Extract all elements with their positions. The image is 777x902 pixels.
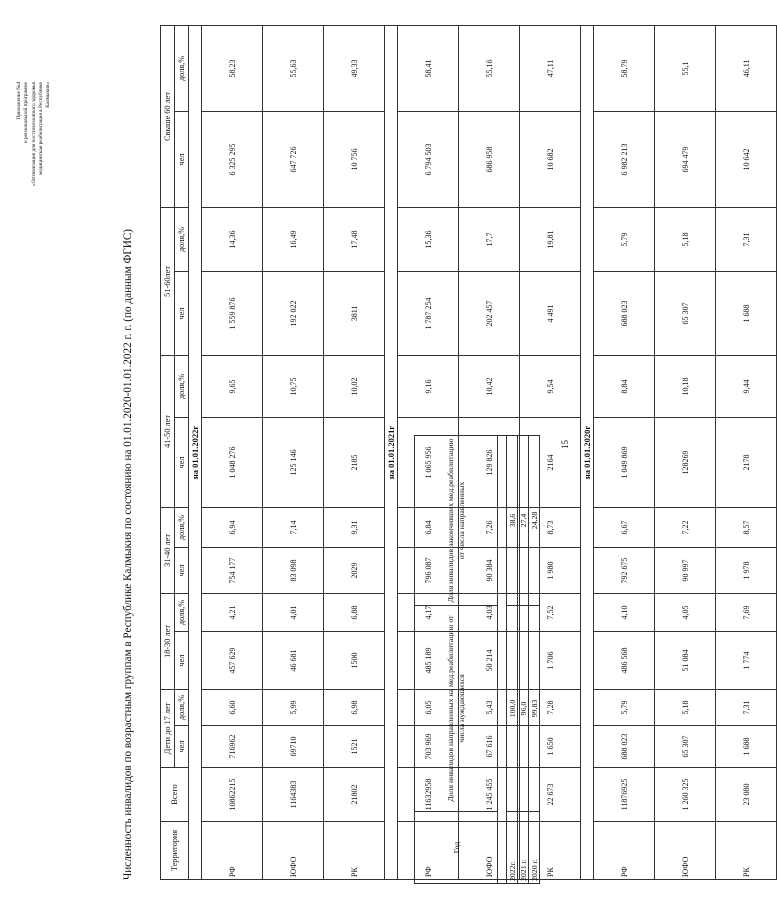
territory-cell: ЮФО [459,822,520,880]
share-year: 2020 г. [529,812,540,884]
header-group-41-50: 41-50 лет [161,355,175,507]
year-label: на 01.01.2020г [581,25,594,879]
share-row [529,436,540,884]
count-cell: 1 049 869 [594,417,655,507]
share-header-sent: Доля инвалидов направленных на мед.реабилитацию от числа нуждающихся [415,606,498,812]
appendix-line: к региональной программе [23,82,30,143]
share-header-year: Год [415,812,498,884]
header-dolya: доля,% [175,207,189,271]
count-cell: 67 616 [459,726,520,768]
share-cell: 7,26 [459,507,520,547]
count-cell: 90 384 [459,547,520,593]
territory-cell: РФ [202,822,263,880]
share-cell: 7,14 [263,507,324,547]
share-cell: 4,21 [202,593,263,631]
header-dolya: доля,% [175,689,189,725]
count-cell: 65 307 [655,726,716,768]
count-cell: 10 682 [520,111,581,207]
count-cell: 486 568 [594,631,655,689]
count-cell: 1 706 [520,631,581,689]
share-cell: 4,03 [459,593,520,631]
share-cell: 10,02 [324,355,385,417]
share-cell: 6,94 [202,507,263,547]
share-cell: 15,36 [398,207,459,271]
total-cell: 11632958 [398,768,459,822]
table-row [594,25,655,879]
share-row [518,436,529,884]
header-total: Всего [161,768,189,822]
appendix-line: Калмыкия» [45,82,52,108]
territory-cell: РФ [594,822,655,880]
share-cell: 6,60 [202,689,263,725]
count-cell: 703 969 [398,726,459,768]
count-cell: 65 307 [655,271,716,355]
territory-cell: ЮФО [655,822,716,880]
count-cell: 6 325 295 [202,111,263,207]
share-cell: 46,11 [716,25,777,111]
share-cell: 5,43 [459,689,520,725]
total-cell: 23 080 [716,768,777,822]
share-cell: 4,10 [594,593,655,631]
year-label-row [189,25,202,879]
count-cell: 3811 [324,271,385,355]
rehabilitation-share-table [414,435,540,884]
page-number: 15 [560,440,570,449]
count-cell: 1 048 276 [202,417,263,507]
header-territory: Территория [161,822,189,880]
share-cell: 4,05 [655,593,716,631]
share-cell: 6,05 [398,689,459,725]
count-cell: 6 982 213 [594,111,655,207]
count-cell: 125 146 [263,417,324,507]
page-title: Численность инвалидов по возрастным группам в Республике Калмыкия по состоянию на 01.01.2020-01.01.2022 г. г. (по данным ФГИС) [122,228,134,880]
share-cell: 6,84 [398,507,459,547]
appendix-note [16,82,52,262]
share-cell: 58,41 [398,25,459,111]
year-label-row [581,25,594,879]
share-cell: 5,99 [263,689,324,725]
share-cell: 9,44 [716,355,777,417]
count-cell: 1 688 [716,726,777,768]
header-chel: чел [175,726,189,768]
territory-cell: РФ [398,822,459,880]
appendix-line: «Оптимизация для постпенсионного здоровья [30,82,37,187]
table-row [655,25,716,879]
share-completed: 38,6 [507,436,518,606]
territory-cell: РК [520,822,581,880]
count-cell: 2185 [324,417,385,507]
count-cell: 792 675 [594,547,655,593]
share-cell: 19,81 [520,207,581,271]
table-row [263,25,324,879]
share-cell: 7,22 [655,507,716,547]
share-spacer-row [498,436,507,884]
count-cell: 192 022 [263,271,324,355]
share-cell: 7,69 [716,593,777,631]
share-cell: 4,17 [398,593,459,631]
share-cell: 10,42 [459,355,520,417]
header-group-60-plus: Свыше 60 лет [161,25,175,207]
count-cell: 716962 [202,726,263,768]
share-cell: 6,98 [324,689,385,725]
share-cell: 17,7 [459,207,520,271]
territory-cell: РК [716,822,777,880]
appendix-line: Приложение №4 [16,82,22,120]
share-cell: 5,79 [594,207,655,271]
share-sent: 99,83 [529,606,540,812]
share-completed: 27,4 [518,436,529,606]
share-cell: 7,31 [716,689,777,725]
header-chel: чел [175,547,189,593]
year-label: на 01.01.2021г [385,25,398,879]
header-chel: чел [175,111,189,207]
share-header-completed: Доля инвалидов закончивших мед.реабилитацию от числа направленных [415,436,498,606]
share-cell: 55,16 [459,25,520,111]
share-cell: 16,49 [263,207,324,271]
count-cell: 1 650 [520,726,581,768]
share-sent: 96,0 [518,606,529,812]
share-cell: 7,31 [716,207,777,271]
share-row [507,436,518,884]
share-cell: 6,88 [324,593,385,631]
header-chel: чел [175,631,189,689]
header-group-51-60: 51-60лет [161,207,175,355]
header-group-31-40: 31-40 лет [161,507,175,593]
share-cell: 7,28 [520,689,581,725]
count-cell: 2164 [520,417,581,507]
count-cell: 1 980 [520,547,581,593]
total-cell: 21802 [324,768,385,822]
share-cell: 4,01 [263,593,324,631]
share-cell: 9,31 [324,507,385,547]
share-cell: 9,16 [398,355,459,417]
share-cell: 8,73 [520,507,581,547]
count-cell: 10 756 [324,111,385,207]
total-cell: 22 673 [520,768,581,822]
count-cell: 688 023 [594,271,655,355]
year-label: на 01.01.2022г [189,25,202,879]
share-cell: 10,18 [655,355,716,417]
header-dolya: доля,% [175,25,189,111]
count-cell: 128269 [655,417,716,507]
share-sent: 100,0 [507,606,518,812]
share-cell: 6,67 [594,507,655,547]
share-cell: 5,18 [655,689,716,725]
total-cell: 11876925 [594,768,655,822]
share-cell: 49,33 [324,25,385,111]
count-cell: 4 491 [520,271,581,355]
count-cell: 1500 [324,631,385,689]
header-group-18-30: 18-30 лет [161,593,175,689]
share-cell: 5,18 [655,207,716,271]
count-cell: 1 688 [716,271,777,355]
header-dolya: доля,% [175,507,189,547]
share-cell: 7,52 [520,593,581,631]
count-cell: 1 065 956 [398,417,459,507]
share-year: 2021 г. [518,812,529,884]
share-cell: 5,79 [594,689,655,725]
count-cell: 46 681 [263,631,324,689]
count-cell: 647 726 [263,111,324,207]
table-row [202,25,263,879]
count-cell: 10 642 [716,111,777,207]
count-cell: 796 087 [398,547,459,593]
header-dolya: доля,% [175,593,189,631]
territory-cell: РК [324,822,385,880]
count-cell: 50 214 [459,631,520,689]
table-row [324,25,385,879]
count-cell: 457 629 [202,631,263,689]
count-cell: 2029 [324,547,385,593]
count-cell: 1 559 876 [202,271,263,355]
count-cell: 1521 [324,726,385,768]
share-cell: 10,75 [263,355,324,417]
total-cell: 1 245 455 [459,768,520,822]
year-label-row [385,25,398,879]
total-cell: 1 260 325 [655,768,716,822]
table-row [716,25,777,879]
count-cell: 202 457 [459,271,520,355]
count-cell: 694 479 [655,111,716,207]
share-cell: 14,36 [202,207,263,271]
total-cell: 10862215 [202,768,263,822]
share-cell: 9,65 [202,355,263,417]
count-cell: 129 826 [459,417,520,507]
header-group-children: Дети до 17 лет [161,689,175,767]
share-cell: 47,11 [520,25,581,111]
count-cell: 2178 [716,417,777,507]
total-cell: 1164383 [263,768,324,822]
share-cell: 17,48 [324,207,385,271]
count-cell: 754 177 [202,547,263,593]
share-cell: 58,79 [594,25,655,111]
share-cell: 8,84 [594,355,655,417]
count-cell: 1 787 254 [398,271,459,355]
count-cell: 83 098 [263,547,324,593]
count-cell: 90 997 [655,547,716,593]
count-cell: 1 978 [716,547,777,593]
count-cell: 485 189 [398,631,459,689]
header-dolya: доля,% [175,355,189,417]
appendix-line: медицинская реабилитация в Республике [37,82,44,175]
share-completed: 24,28 [529,436,540,606]
count-cell: 1 774 [716,631,777,689]
count-cell: 6 794 503 [398,111,459,207]
territory-cell: ЮФО [263,822,324,880]
header-chel: чел [175,417,189,507]
share-cell: 9,54 [520,355,581,417]
share-cell: 55,63 [263,25,324,111]
count-cell: 688 023 [594,726,655,768]
share-cell: 8,57 [716,507,777,547]
count-cell: 69710 [263,726,324,768]
count-cell: 686 958 [459,111,520,207]
share-cell: 58,23 [202,25,263,111]
share-cell: 55,1 [655,25,716,111]
share-year: 2022г. [507,812,518,884]
header-chel: чел [175,271,189,355]
count-cell: 51 084 [655,631,716,689]
